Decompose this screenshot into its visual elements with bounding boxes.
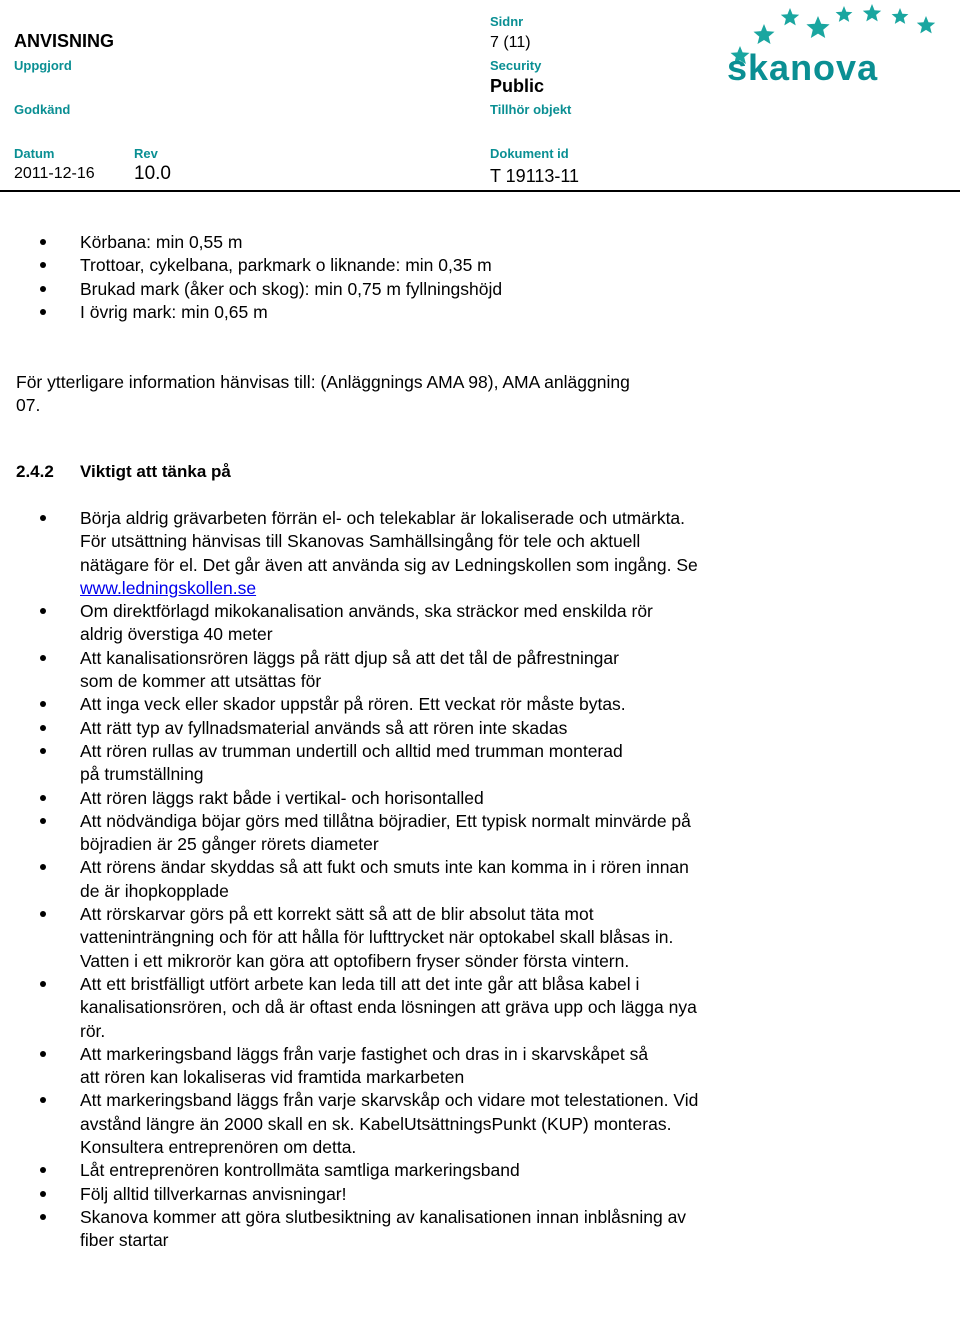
section-title: Viktigt att tänka på xyxy=(80,462,231,481)
sidnr-label: Sidnr xyxy=(490,14,524,29)
list-item-text: Börja aldrig grävarbeten förrän el- och telekablar är lokaliserade och utmärkta. För utsättning hänvisas till Skanovas Samhällsingång för tele och aktuell nätägare för el. Det går även att använda sig av Ledningskollen som ingång. Se xyxy=(80,508,698,575)
list-item: Att rören läggs rakt både i vertikal- och horisontalled xyxy=(40,787,700,810)
star-icon xyxy=(917,16,935,33)
list-item: Att inga veck eller skador uppstår på rören. Ett veckat rör måste bytas. xyxy=(40,693,700,716)
tillhor-label: Tillhör objekt xyxy=(490,102,572,117)
list-item: Att ett bristfälligt utfört arbete kan leda till att det inte går att blåsa kabel i kanalisationsrören, och då är oftast enda lösningen att gräva upp och lägga nya rör. xyxy=(40,973,700,1043)
datum-value: 2011-12-16 xyxy=(14,165,95,182)
security-label: Security xyxy=(490,58,542,73)
rev-label: Rev xyxy=(134,146,158,161)
security-value: Public xyxy=(490,76,545,96)
uppgjord-label: Uppgjord xyxy=(14,58,72,73)
godkand-label: Godkänd xyxy=(14,102,71,117)
list-item: Att markeringsband läggs från varje fastighet och dras in i skarvskåpet så att rören kan lokaliseras vid framtida markarbeten xyxy=(40,1043,700,1090)
list-item: Att rören rullas av trumman undertill och alltid med trumman monterad på trumställning xyxy=(40,740,700,787)
star-icon xyxy=(754,24,775,44)
star-icon xyxy=(863,4,881,21)
datum-label: Datum xyxy=(14,146,55,161)
depth-list xyxy=(40,231,940,324)
dokument-label: Dokument id xyxy=(490,146,569,161)
list-item: Att rörens ändar skyddas så att fukt och smuts inte kan komma in i rören innan de är ihopkopplade xyxy=(40,856,700,903)
list-item: Att rörskarvar görs på ett korrekt sätt så att de blir absolut täta mot vatteninträngning och för att hålla för lufttrycket när optokabel skall blåsas in. Vatten i ett mikrorör kan göra att optofibern fryser sönder första vintern. xyxy=(40,903,700,973)
list-item: I övrig mark: min 0,65 m xyxy=(40,301,940,324)
list-item: Brukad mark (åker och skog): min 0,75 m fyllningshöjd xyxy=(40,278,940,301)
doc-type: ANVISNING xyxy=(14,31,115,51)
header-divider xyxy=(0,190,960,192)
list-item: Att rätt typ av fyllnadsmaterial används så att rören inte skadas xyxy=(40,717,700,740)
star-icon xyxy=(781,8,799,25)
list-item: Om direktförlagd mikokanalisation används, ska sträckor med enskilda rör aldrig överstiga 40 meter xyxy=(40,600,700,647)
star-icon xyxy=(806,16,829,38)
info-paragraph: För ytterligare information hänvisas till: (Anläggnings AMA 98), AMA anläggning 07. xyxy=(16,372,630,416)
logo-wordmark: skanova xyxy=(727,47,879,88)
list-item: Följ alltid tillverkarnas anvisningar! xyxy=(40,1183,700,1206)
rev-value: 10.0 xyxy=(134,163,171,184)
list-item: Att markeringsband läggs från varje skarvskåp och vidare mot telestationen. Vid avstånd längre än 2000 skall en sk. KabelUtsättningsPunkt (KUP) monteras. Konsultera entreprenören om detta. xyxy=(40,1089,700,1159)
list-item: Trottoar, cykelbana, parkmark o liknande: min 0,35 m xyxy=(40,254,940,277)
list-item xyxy=(40,507,700,600)
star-icon xyxy=(892,8,909,24)
list-item: Körbana: min 0,55 m xyxy=(40,231,940,254)
list-item: Att nödvändiga böjar görs med tillåtna böjradier, Ett typisk normalt minvärde på böjradien är 25 gånger rörets diameter xyxy=(40,810,700,857)
skanova-logo xyxy=(722,2,942,92)
list-item: Att kanalisationsrören läggs på rätt djup så att det tål de påfrestningar som de kommer att utsättas för xyxy=(40,647,700,694)
section-number: 2.4.2 xyxy=(16,462,54,481)
star-icon xyxy=(836,6,853,22)
list-item: Låt entreprenören kontrollmäta samtliga markeringsband xyxy=(40,1159,700,1182)
sidnr-value: 7 (11) xyxy=(490,34,531,51)
checklist xyxy=(40,507,700,1253)
list-item: Skanova kommer att göra slutbesiktning av kanalisationen innan inblåsning av fiber startar xyxy=(40,1206,700,1253)
section-heading xyxy=(16,462,231,482)
ledningskollen-link[interactable]: www.ledningskollen.se xyxy=(80,577,257,598)
dokument-value: T 19113-11 xyxy=(490,166,580,186)
